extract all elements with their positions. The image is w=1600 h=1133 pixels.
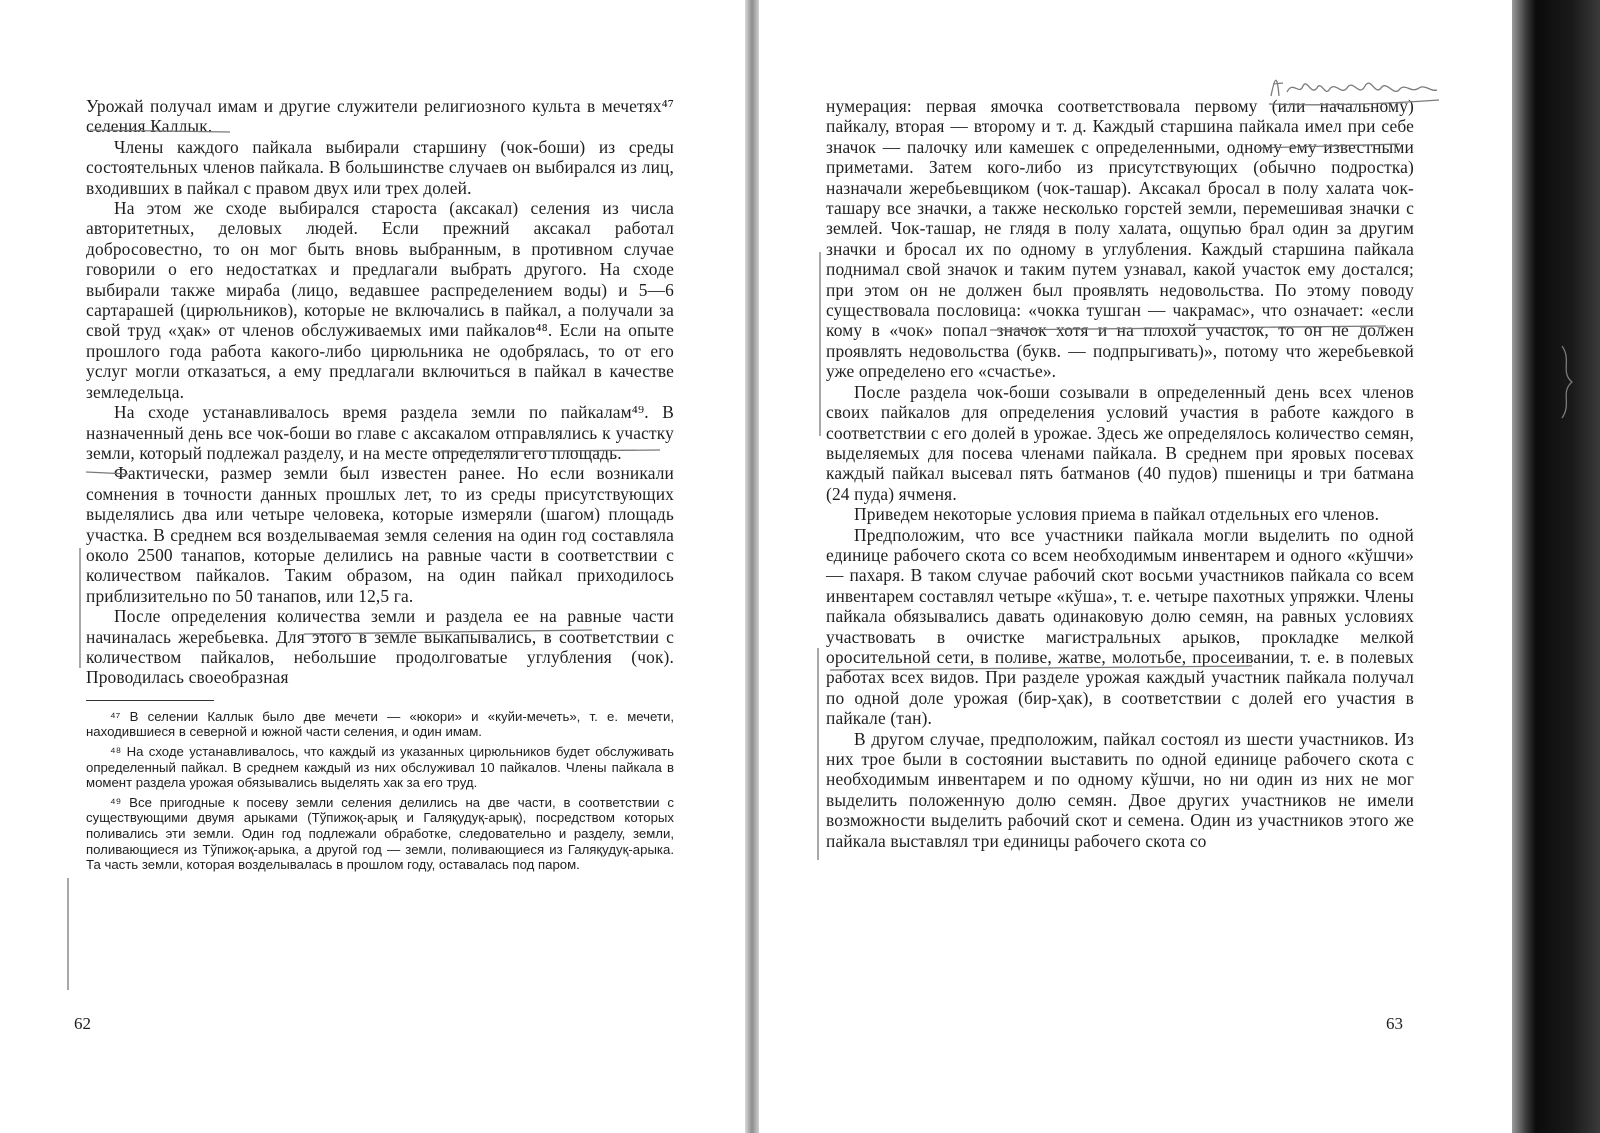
right-page [826, 96, 1414, 851]
footnote: ⁴⁹ Все пригодные к посеву земли селения делились на две части, в соответствии с существующими двумя арыками (Тўпижоқ-арық и Галяқудуқ-арық), посредством которых поливались эти земли. Один год подлежали обработке, следовательно и разделу, земли, поливающиеся из Тўпижоқ-арыка, а другой год — земли, поливающиеся из Галяқудуқ-арыка. Та часть земли, которая возделывалась в прошлом году, оставалась под паром. [86, 794, 674, 873]
left-page [86, 96, 674, 877]
paragraph: После определения количества земли и раздела ее на равные части начиналась жеребьевка. Для этого в земле выкапывались, в соответствии с количеством пайкалов, небольшие продолговатые углубления (чок). Проводилась своеобразная [86, 606, 674, 688]
page-number-right: 63 [1386, 1014, 1403, 1033]
paragraph: Члены каждого пайкала выбирали старшину (чок-боши) из среды состоятельных членов пайкала. В большинстве случаев он выбирался из лиц, входивших в пайкал с правом двух или трех долей. [86, 136, 674, 198]
paragraph: Предположим, что все участники пайкала могли выделить по одной единице рабочего скота со всем необходимым инвентарем и одного «кўшчи» — пахаря. В таком случае рабочий скот восьми участников пайкала со всем инвентарем составлял четыре «кўша», т. е. четыре пахотных упряжки. Члены пайкала обязывались давать одинаковую долю семян, на равных условиях участвовать в очистке магистральных арыков, прокладке мелкой оросительной сети, в поливе, жатве, молотьбе, просеивании, т. е. в полевых работах всех видов. При разделе урожая каждый участник пайкала получал по одной доле урожая (бир-ҳак), в соответствии с долей его участия в пайкале (тан). [826, 524, 1414, 729]
page-edge-shadow [1512, 0, 1600, 1133]
book-gutter [745, 0, 759, 1133]
paragraph: После раздела чок-боши созывали в определенный день всех членов своих пайкалов для определения условий участия в работе каждого в соответствии с его долей в урожае. Здесь же определялось количество семян, выделяемых для посева членами пайкала. В среднем при яровых посевах каждый пайкал высевал пять батманов (40 пудов) пшеницы и три батмана (24 пуда) ячменя. [826, 381, 1414, 504]
paragraph: нумерация: первая ямочка соответствовала первому (или начальному) пайкалу, вторая — второму и т. д. Каждый старшина пайкала имел при себе значок — палочку или камешек с определенными, одному ему известными приметами. Затем кого-либо из присутствующих (обычно подростка) назначали жеребьевщиком (чок-ташар). Аксакал бросал в полу халата чок-ташару все значки, а также несколько горстей земли, перемешивая значки с землей. Чок-ташар, не глядя в полу халата, ощупью брал один за другим значки и бросал их по одному в углубления. Каждый старшина пайкала поднимал свой значок и таким путем узнавал, какой участок ему достался; при этом он не должен был проявлять недовольства. По этому поводу существовала пословица: «чокка тушган — чакрамас», что означает: «если кому в «чок» попал значок хотя и на плохой участок, то он не должен проявлять недовольства (букв. — подпрыгивать)», потому что жеребьевкой уже определено его «счастье». [826, 96, 1414, 382]
page-number-left: 62 [74, 1014, 91, 1033]
paragraph: Фактически, размер земли был известен ранее. Но если возникали сомнения в точности данных прошлых лет, то из среды присутствующих выделялись два или четыре человека, которые измеряли (шагом) площадь участка. В среднем вся возделываемая земля селения на один год составляла около 2500 танапов, которые делились на равные части в соответствии с количеством пайкалов. Таким образом, на один пайкал приходилось приблизительно по 50 танапов, или 12,5 га. [86, 463, 674, 606]
footnote: ⁴⁷ В селении Каллык было две мечети — «юкори» и «куйи-мечеть», т. е. мечети, находившиеся в северной и южной части селения, и один имам. [86, 708, 674, 740]
footnote-rule [86, 700, 214, 701]
handwritten-note [1263, 66, 1441, 110]
paragraph: На этом же сходе выбирался староста (аксакал) селения из числа авторитетных, деловых людей. Если прежний аксакал работал добросовестно, то он мог быть вновь выбранным, в противном случае говорили о его недостатках и предлагали выбрать другого. На сходе выбирали также мираба (лицо, ведавшее распределением воды) и 5—6 сартарашей (цирюльников), которые не включались в пайкал, а получали за свой труд «ҳак» от членов обслуживаемых ими пайкалов⁴⁸. Если на опыте прошлого года работа какого-либо цирюльника не одобрялась, то от его услуг могли отказаться, а ему предлагали включиться в пайкал в качестве земледельца. [86, 198, 674, 402]
footnote: ⁴⁸ На сходе устанавливалось, что каждый из указанных цирюльников будет обслуживать определенный пайкал. В среднем каждый из них обслуживал 10 пайкалов. Члены пайкала в момент раздела урожая обязывались выделять хак за его труд. [86, 743, 674, 791]
paragraph: На сходе устанавливалось время раздела земли по пайкалам⁴⁹. В назначенный день все чок-боши во главе с аксакалом отправлялись к участку земли, который подлежал разделу, и на месте определяли его площадь. [86, 402, 674, 463]
paragraph: Приведем некоторые условия приема в пайкал отдельных его членов. [854, 504, 1380, 525]
paragraph: В другом случае, предположим, пайкал состоял из шести участников. Из них трое были в состоянии выставить по одной единице рабочего скота с необходимым инвентарем и по одному кўшчи, но ни один из них не мог выделить положенную долю семян. Двое других участников не имели возможности выделить рабочий скот и семена. Один из участников этого же пайкала выставлял три единицы рабочего скота со [826, 728, 1414, 851]
paragraph: Урожай получал имам и другие служители религиозного культа в мечетях⁴⁷ селения Каллык. [86, 96, 674, 137]
